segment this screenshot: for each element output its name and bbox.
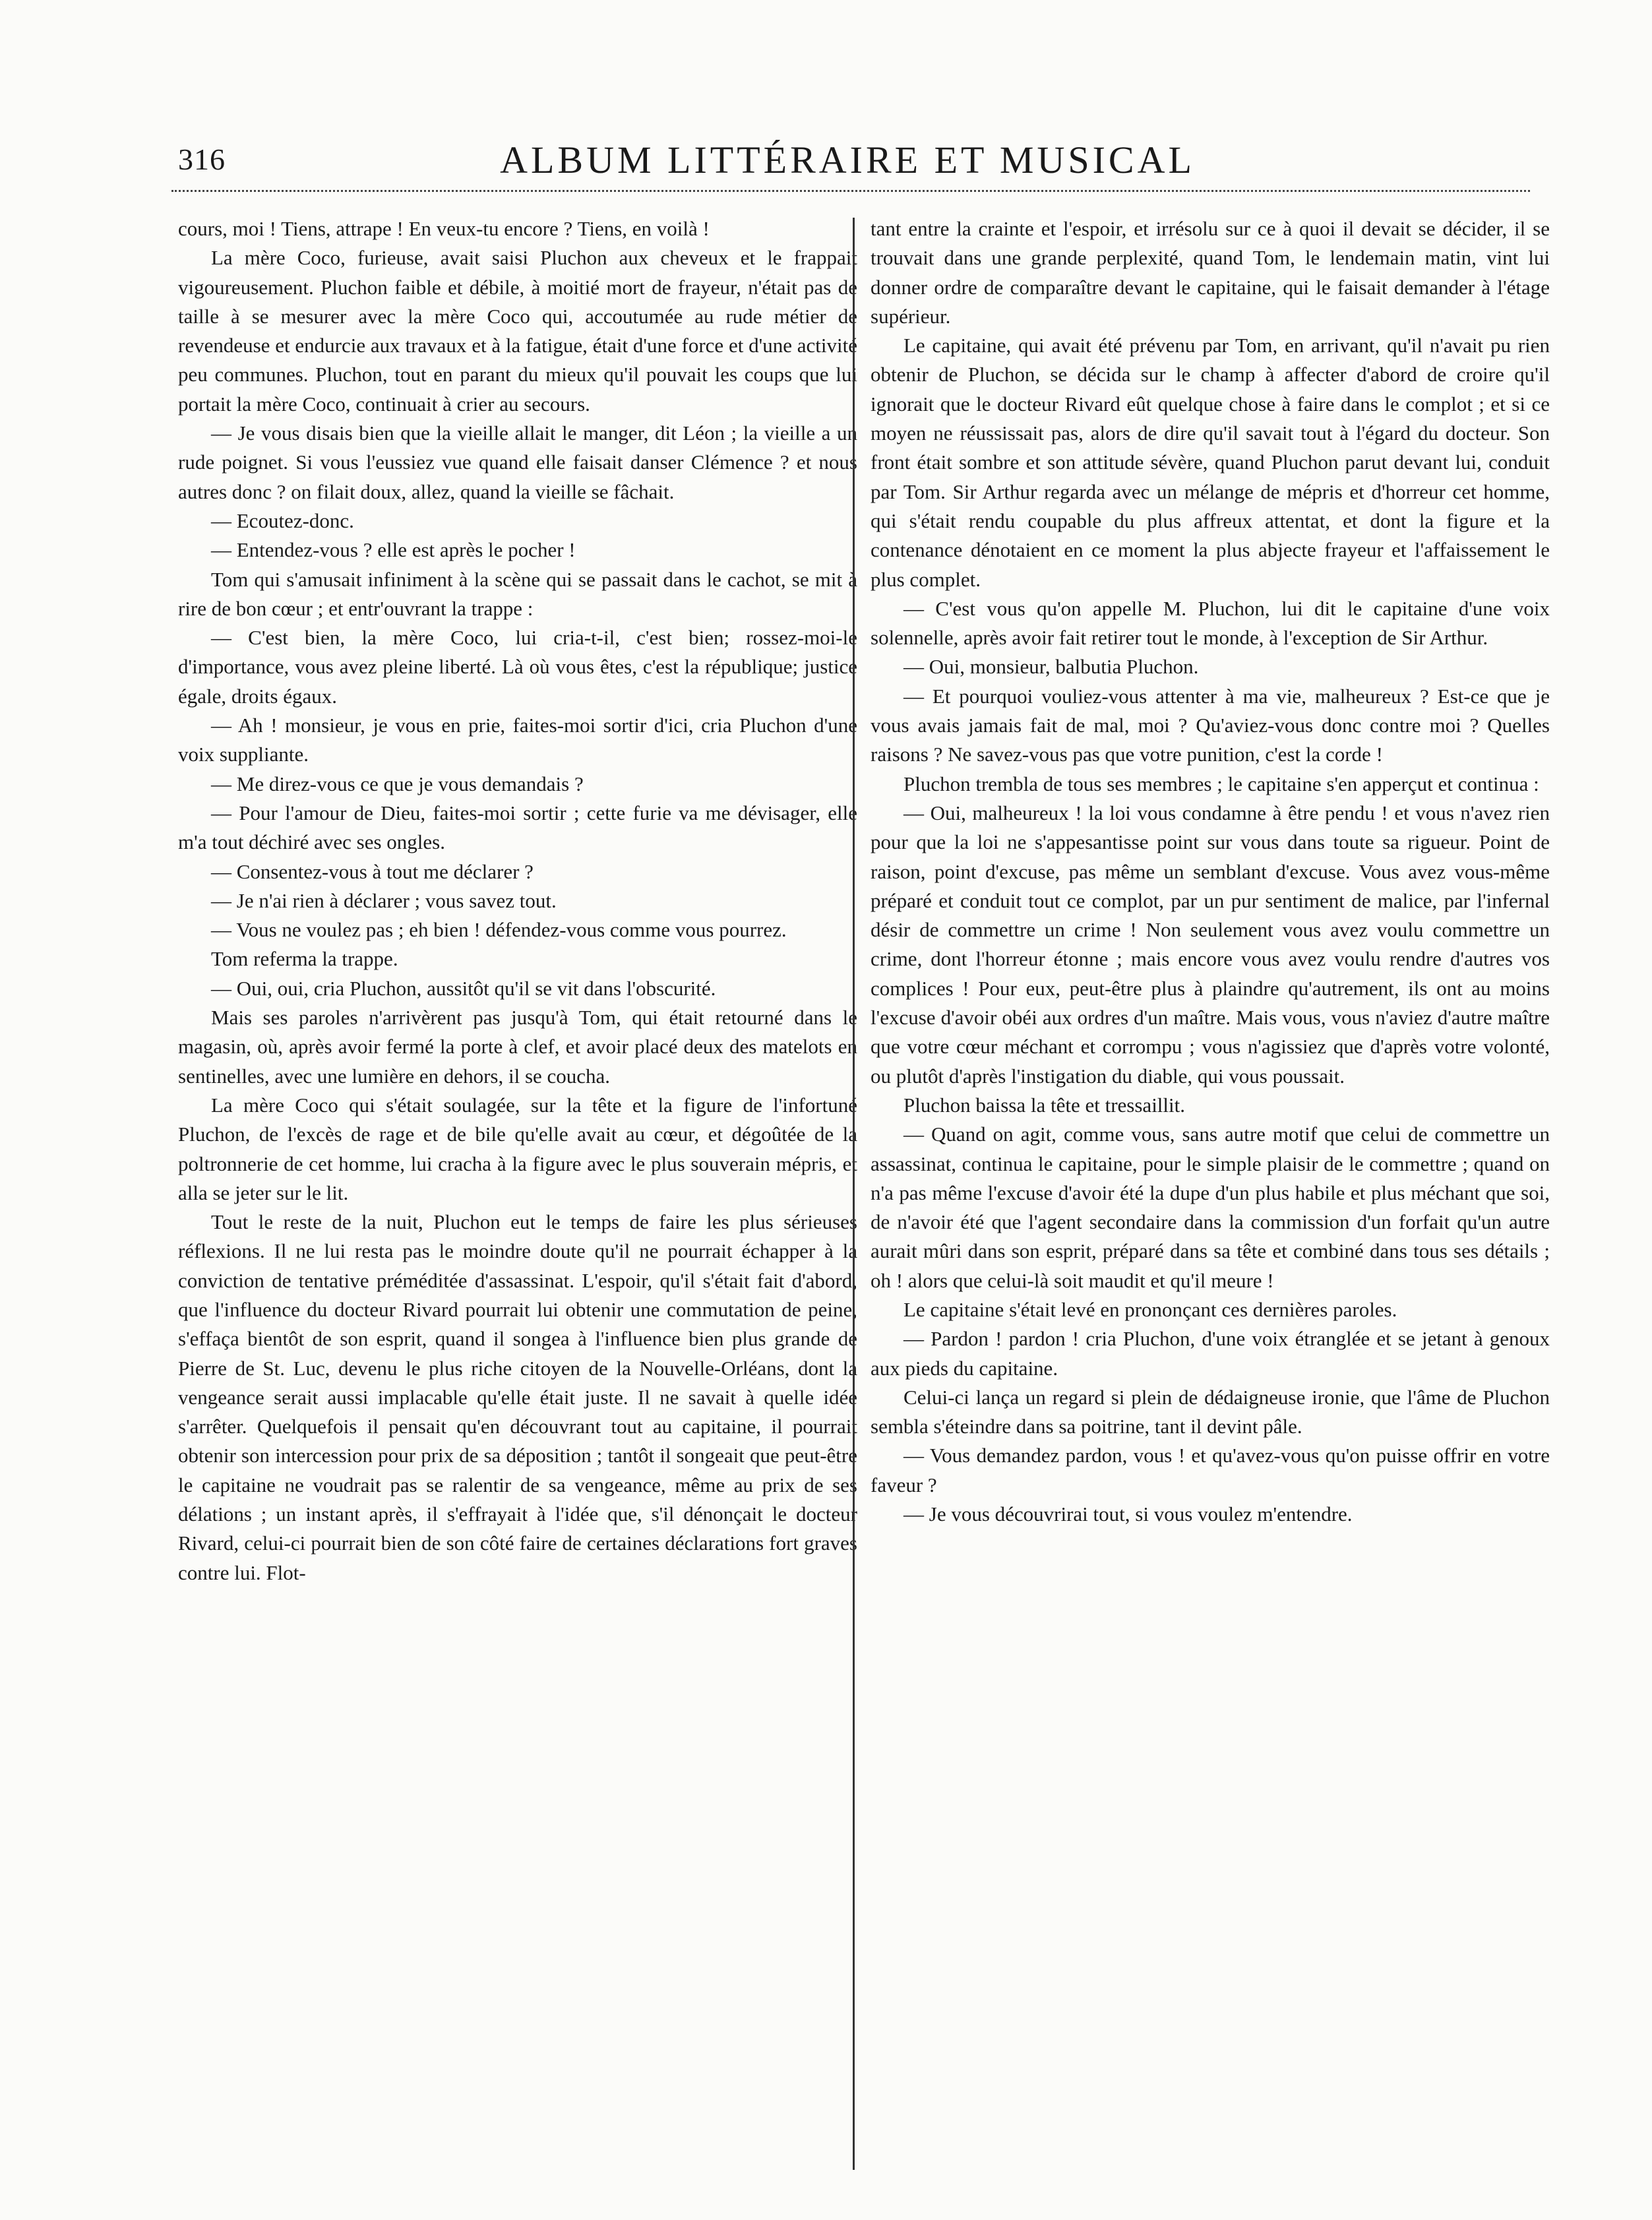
paragraph: — C'est bien, la mère Coco, lui cria-t-il, c'est bien; rossez-moi-le d'importance, vous avez pleine liberté. Là où vous êtes, c'est la république; justice égale, droits égaux. bbox=[178, 626, 857, 708]
paragraph: — Oui, monsieur, balbutia Pluchon. bbox=[903, 655, 1199, 679]
paragraph: Tom referma la trappe. bbox=[211, 947, 398, 971]
paragraph: Tout le reste de la nuit, Pluchon eut le temps de faire les plus sérieuses réflexions. Il ne lui resta pas le moindre doute qu'il ne pourrait échapper à la conviction de tentative préméditée d'assassinat. L'espoir, qu'il s'était fait d'abord, que l'influence du docteur Rivard pourrait lui obtenir une commutation de peine, s'effaça bientôt de son esprit, quand il songea à l'influence bien plus grande de Pierre de St. Luc, devenu le plus riche citoyen de la Nouvelle-Orléans, dont la vengeance serait aussi implacable qu'elle était juste. Il ne savait à quelle idée s'arrêter. Quelquefois il pensait qu'en découvrant tout au capitaine, il pourrait obtenir son intercession pour prix de sa déposition ; tantôt il songeait que peut-être le capitaine ne voudrait pas se ralentir de sa vengeance, même au prix de ses délations ; un instant après, il s'effrayait à l'idée que, s'il dénonçait le docteur Rivard, celui-ci pourrait bien de son côté faire de certaines déclarations fort graves contre lui. Flot- bbox=[178, 1210, 857, 1584]
paragraph: — C'est vous qu'on appelle M. Pluchon, lui dit le capitaine d'une voix solennelle, après avoir fait retirer tout le monde, à l'exception de Sir Arthur. bbox=[871, 596, 1550, 650]
paragraph: cours, moi ! Tiens, attrape ! En veux-tu encore ? Tiens, en voilà ! bbox=[178, 217, 710, 240]
paragraph: — Quand on agit, comme vous, sans autre motif que celui de commettre un assassinat, continua le capitaine, pour le simple plaisir de le commettre ; quand on n'a pas même l'excuse d'avoir été la dupe d'un plus habile et plus méchant que soi, de n'avoir été que l'agent secondaire dans la commission d'un forfait qu'un autre aurait mûri dans son esprit, préparé dans sa tête et combiné dans tous ses détails ; oh ! alors que celui-là soit maudit et qu'il meure ! bbox=[871, 1123, 1550, 1292]
paragraph: Tom qui s'amusait infiniment à la scène qui se passait dans le cachot, se mit à rire de bon cœur ; et entr'ouvrant la trappe : bbox=[178, 567, 857, 620]
paragraph: — Vous demandez pardon, vous ! et qu'avez-vous qu'on puisse offrir en votre faveur ? bbox=[871, 1444, 1550, 1496]
paragraph: — Oui, malheureux ! la loi vous condamne à être pendu ! et vous n'avez rien pour que la loi ne s'appesantisse point sur vous dans toute sa rigueur. Point de raison, point d'excuse, pas même un semblant d'excuse. Vous avez vous-même préparé et conduit tout ce complot, par un pur sentiment de malice, par l'infernal désir de commettre un crime ! Non seulement vous avez voulu commettre un crime, dont l'horreur étonne ; mais encore vous avez voulu rendre d'autres vos complices ! Pour eux, peut-être plus à plaindre qu'autrement, ils ont au moins l'excuse d'avoir obéi aux ordres d'un maître. Mais vous, vous n'aviez d'autre maître que votre cœur méchant et corrompu ; vous n'agissiez que d'après votre volonté, ou plutôt d'après l'instigation du diable, qui vous poussait. bbox=[871, 801, 1550, 1088]
paragraph: — Ecoutez-donc. bbox=[211, 509, 354, 532]
paragraph: Le capitaine s'était levé en prononçant ces dernières paroles. bbox=[903, 1297, 1397, 1321]
column-divider bbox=[853, 218, 855, 2170]
paragraph: La mère Coco qui s'était soulagée, sur la tête et la figure de l'infortuné Pluchon, de l'excès de rage et de bile qu'elle avait au cœur, et dégoûtée de la poltronnerie de cet homme, lui cracha à la figure avec le plus souverain mépris, et alla se jeter sur le lit. bbox=[178, 1093, 857, 1204]
page-header bbox=[171, 135, 1523, 188]
paragraph: — Je vous disais bien que la vieille allait le manger, dit Léon ; la vieille a un rude poignet. Si vous l'eussiez vue quand elle faisait danser Clémence ? et nous autres donc ? on filait doux, allez, quand la vieille se fâchait. bbox=[178, 421, 857, 503]
paragraph: — Pour l'amour de Dieu, faites-moi sortir ; cette furie va me dévisager, elle m'a tout déchiré avec ses ongles. bbox=[178, 801, 857, 854]
running-title: ALBUM LITTÉRAIRE ET MUSICAL bbox=[500, 139, 1195, 181]
paragraph: — Je n'ai rien à déclarer ; vous savez tout. bbox=[211, 888, 557, 912]
paragraph: tant entre la crainte et l'espoir, et irrésolu sur ce à quoi il devait se décider, il se trouvait dans une grande perplexité, quand Tom, le lendemain matin, vint lui donner ordre de comparaître devant le capitaine, qui le faisait demander à l'étage supérieur. bbox=[871, 217, 1550, 328]
paragraph: Pluchon trembla de tous ses membres ; le capitaine s'en apperçut et continua : bbox=[903, 772, 1539, 795]
paragraph: — Consentez-vous à tout me déclarer ? bbox=[211, 859, 534, 883]
header-rule bbox=[171, 190, 1530, 192]
paragraph: Pluchon baissa la tête et tressaillit. bbox=[903, 1093, 1186, 1117]
right-text-column bbox=[871, 214, 1550, 2186]
paragraph: Celui-ci lança un regard si plein de dédaigneuse ironie, que l'âme de Pluchon sembla s'éteindre dans sa poitrine, tant il devint pâle. bbox=[871, 1385, 1550, 1438]
paragraph: — Vous ne voulez pas ; eh bien ! défendez-vous comme vous pourrez. bbox=[211, 918, 787, 942]
paragraph: — Entendez-vous ? elle est après le pocher ! bbox=[211, 538, 576, 562]
page-number: 316 bbox=[178, 142, 226, 176]
paragraph: Mais ses paroles n'arrivèrent pas jusqu'à Tom, qui était retourné dans le magasin, où, après avoir fermé la porte à clef, et avoir placé deux des matelots en sentinelles, avec une lumière en dehors, il se coucha. bbox=[178, 1006, 857, 1088]
paragraph: — Pardon ! pardon ! cria Pluchon, d'une voix étranglée et se jetant à genoux aux pieds du capitaine. bbox=[871, 1327, 1550, 1380]
left-text-column bbox=[178, 214, 857, 2186]
paragraph: — Je vous découvrirai tout, si vous voulez m'entendre. bbox=[903, 1502, 1353, 1526]
paragraph: — Oui, oui, cria Pluchon, aussitôt qu'il se vit dans l'obscurité. bbox=[211, 976, 716, 1000]
paragraph: — Et pourquoi vouliez-vous attenter à ma vie, malheureux ? Est-ce que je vous avais jamais fait de mal, moi ? Qu'aviez-vous donc contre moi ? Quelles raisons ? Ne savez-vous pas que votre punition, c'est la corde ! bbox=[871, 684, 1550, 766]
paragraph: — Me direz-vous ce que je vous demandais ? bbox=[211, 772, 584, 795]
paragraph: Le capitaine, qui avait été prévenu par Tom, en arrivant, qu'il n'avait pu rien obtenir de Pluchon, se décida sur le champ à affecter d'abord de croire qu'il ignorait que le docteur Rivard eût quelque chose à faire dans le complot ; et si ce moyen ne réussissait pas, alors de dire qu'il savait tout à l'égard du docteur. Son front était sombre et son attitude sévère, quand Pluchon parut devant lui, conduit par Tom. Sir Arthur regarda avec un mélange de mépris et d'horreur cet homme, qui s'était rendu coupable du plus affreux attentat, et dont la figure et la contenance dénotaient en ce moment la plus abjecte frayeur et l'affaissement le plus complet. bbox=[871, 334, 1550, 591]
paragraph: La mère Coco, furieuse, avait saisi Pluchon aux cheveux et le frappait vigoureusement. Pluchon faible et débile, à moitié mort de frayeur, n'était pas de taille à se mesurer avec la mère Coco qui, accoutumée au rude métier de revendeuse et endurcie aux travaux et à la fatigue, était d'une force et d'une activité peu communes. Pluchon, tout en parant du mieux qu'il pouvait les coups que lui portait la mère Coco, continuait à crier au secours. bbox=[178, 246, 857, 416]
paragraph: — Ah ! monsieur, je vous en prie, faites-moi sortir d'ici, cria Pluchon d'une voix suppliante. bbox=[178, 714, 857, 766]
